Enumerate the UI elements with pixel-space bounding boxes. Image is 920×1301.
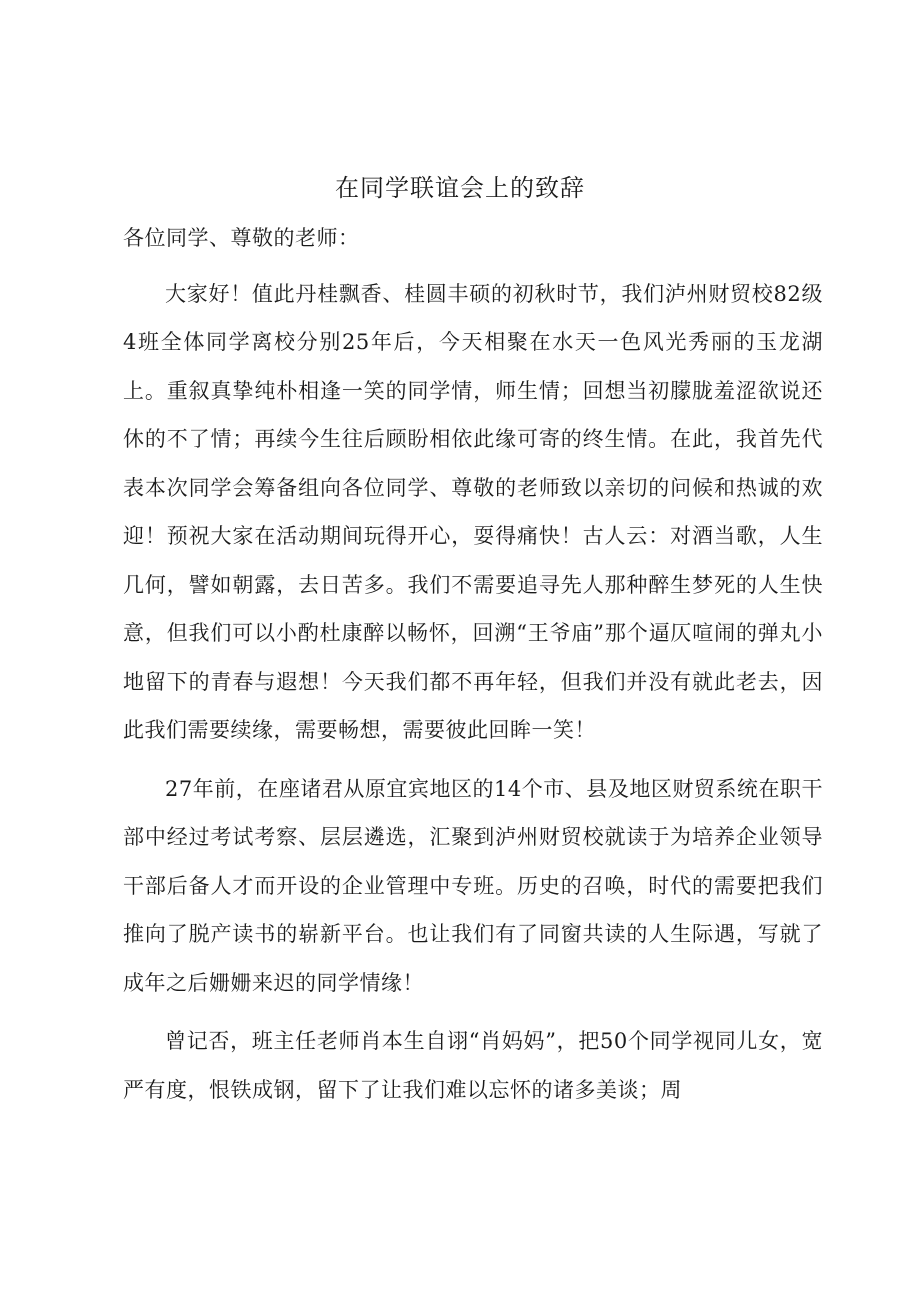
paragraph-3: 曾记否，班主任老师肖本生自诩“肖妈妈”，把50个同学视同儿女，宽严有度，恨铁成钢，留下了让我们难以忘怀的诸多美谈；周 xyxy=(123,1029,823,1102)
salutation: 各位同学、尊敬的老师： xyxy=(123,226,360,250)
document-title: 在同学联谊会上的致辞 xyxy=(335,174,585,202)
document-body xyxy=(123,214,823,1114)
paragraph-2: 27年前，在座诸君从原宜宾地区的14个市、县及地区财贸系统在职干部中经过考试考察、层层遴选，汇聚到泸州财贸校就读于为培养企业领导干部后备人才而开设的企业管理中专班。历史的召唤，时代的需要把我们推向了脱产读书的崭新平台。也让我们有了同窗共读的人生际遇，写就了成年之后姗姗来迟的同学情缘！ xyxy=(123,776,823,995)
paragraph-1: 大家好！值此丹桂飘香、桂圆丰硕的初秋时节，我们泸州财贸校82级4班全体同学离校分别25年后，今天相聚在水天一色风光秀丽的玉龙湖上。重叙真挚纯朴相逢一笑的同学情，师生情；回想当初朦胧羞涩欲说还休的不了情；再续今生往后顾盼相依此缘可寄的终生情。在此，我首先代表本次同学会筹备组向各位同学、尊敬的老师致以亲切的问候和热诚的欢迎！预祝大家在活动期间玩得开心，耍得痛快！古人云：对酒当歌，人生几何，譬如朝露，去日苦多。我们不需要追寻先人那种醉生梦死的人生快意，但我们可以小酌杜康醉以畅怀，回溯“王爷庙”那个逼仄喧闹的弹丸小地留下的青春与遐想！今天我们都不再年轻，但我们并没有就此老去，因此我们需要续缘，需要畅想，需要彼此回眸一笑！ xyxy=(123,281,823,742)
